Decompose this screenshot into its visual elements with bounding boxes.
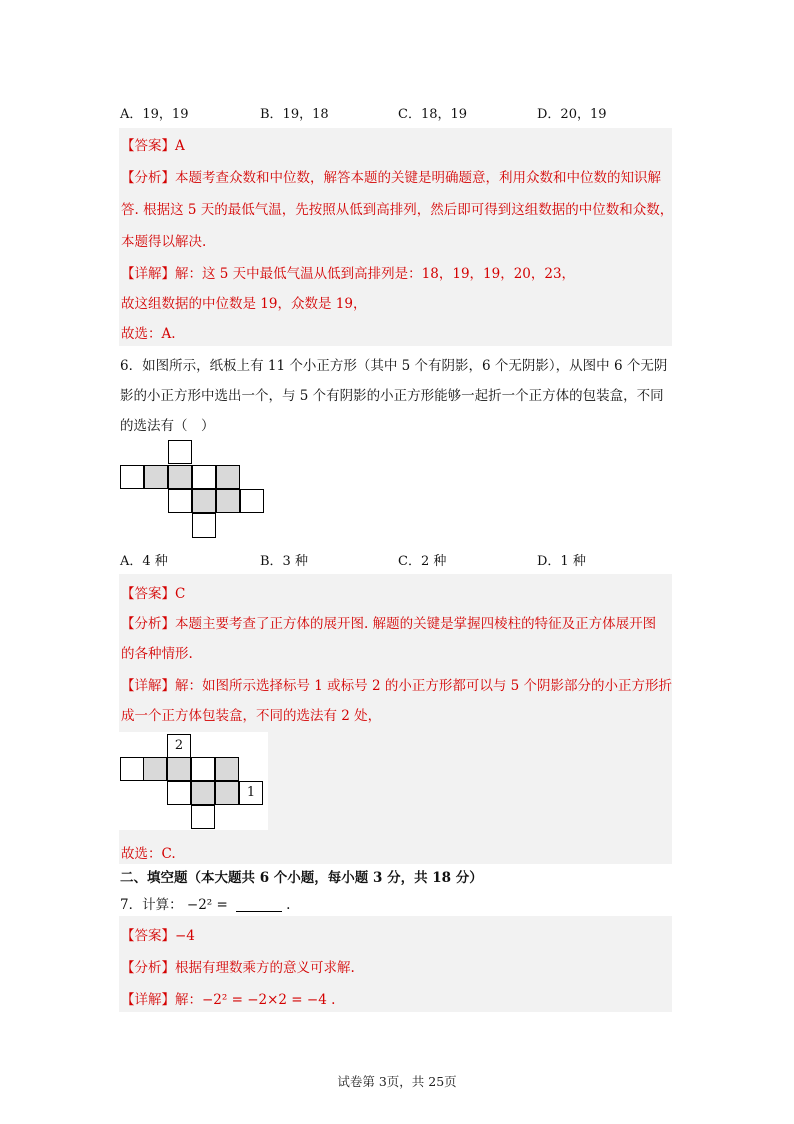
net-square-shaded <box>215 781 239 805</box>
net-square <box>120 465 144 489</box>
q7-stem <box>120 893 290 913</box>
cube-net-figure <box>120 440 268 514</box>
q6-option-a: A．4 种 <box>120 554 168 569</box>
net-square <box>168 440 192 464</box>
net-square <box>167 781 191 805</box>
net-square <box>240 489 264 513</box>
figure-label-1: 1 <box>246 785 256 800</box>
net-square-shaded <box>167 757 191 781</box>
q5-options <box>120 103 680 123</box>
answer-blank <box>236 899 282 912</box>
q6-options <box>120 550 680 570</box>
q6-option-b: B．3 种 <box>260 554 308 569</box>
net-square-shaded <box>144 465 168 489</box>
net-square <box>191 757 215 781</box>
q5-conclusion: 故选：A. <box>121 326 176 342</box>
q5-option-c: C．18，19 <box>398 107 468 122</box>
q5-option-b: B．19，18 <box>260 107 329 122</box>
q6-stem-line: 6．如图所示，纸板上有 11 个小正方形（其中 5 个有阴影，6 个无阴影），从图中 6 个无阴 <box>120 358 668 374</box>
net-square-shaded <box>191 781 215 805</box>
q5-detail-line: 故这组数据的中位数是 19，众数是 19， <box>121 296 367 312</box>
q7-stem-suffix: . <box>286 897 291 913</box>
net-square-shaded <box>168 465 192 489</box>
page-footer: 试卷第 3页，共 25页 <box>337 1074 457 1089</box>
q6-analysis-line: 【分析】本题主要考查了正方体的展开图. 解题的关键是掌握四棱柱的特征及正方体展开图 <box>121 616 657 632</box>
figure-label-2: 2 <box>174 738 184 753</box>
q6-analysis-line: 的各种情形. <box>121 646 193 662</box>
q7-detail: 【详解】解：−2² = −2×2 = −4 . <box>121 992 336 1008</box>
net-square-shaded <box>215 757 239 781</box>
q6-answer-block <box>119 574 672 864</box>
q5-option-a: A．19，19 <box>120 107 189 122</box>
q5-detail-line: 【详解】解：这 5 天中最低气温从低到高排列是：18，19，19，20，23， <box>121 266 576 282</box>
q7-stem-prefix: 7．计算： <box>120 897 183 913</box>
net-square <box>192 513 216 538</box>
q6-stem-line: 的选法有（ ） <box>120 418 215 434</box>
net-square <box>191 805 215 829</box>
section-title: 二、填空题（本大题共 6 个小题，每小题 3 分，共 18 分） <box>120 870 483 886</box>
q6-stem-line: 影的小正方形中选出一个，与 5 个有阴影的小正方形能够一起折一个正方体的包装盒，不同 <box>120 388 664 404</box>
q5-analysis-line: 答. 根据这 5 天的最低气温，先按照从低到高排列，然后即可得到这组数据的中位数和众数， <box>121 202 674 218</box>
net-square-shaded <box>216 465 240 489</box>
net-square <box>120 757 144 781</box>
cube-net-labeled-figure <box>119 732 268 830</box>
q7-analysis: 【分析】根据有理数乘方的意义可求解. <box>121 960 355 976</box>
net-square-shaded <box>143 757 167 781</box>
net-square <box>192 465 216 489</box>
q6-detail-line: 成一个正方体包装盒，不同的选法有 2 处， <box>121 708 382 724</box>
net-square <box>168 489 192 513</box>
q6-option-d: D．1 种 <box>537 554 586 569</box>
q5-analysis-line: 本题得以解决. <box>121 234 207 250</box>
q6-option-c: C．2 种 <box>398 554 447 569</box>
q6-detail-line: 【详解】解：如图所示选择标号 1 或标号 2 的小正方形都可以与 5 个阴影部分的小正方形折 <box>121 678 673 694</box>
q5-answer-block <box>119 128 672 346</box>
q5-option-d: D．20，19 <box>537 107 607 122</box>
q5-answer: 【答案】A <box>121 138 185 154</box>
net-square-shaded <box>216 489 240 513</box>
q7-expression: −2² = <box>186 897 228 913</box>
q7-answer-block <box>119 916 672 1012</box>
q5-analysis-line: 【分析】本题考查众数和中位数，解答本题的关键是明确题意，利用众数和中位数的知识解 <box>121 170 661 186</box>
net-square-shaded <box>192 489 216 513</box>
q6-conclusion: 故选：C. <box>121 846 176 862</box>
q6-answer: 【答案】C <box>121 586 186 602</box>
q7-answer: 【答案】−4 <box>121 928 195 944</box>
